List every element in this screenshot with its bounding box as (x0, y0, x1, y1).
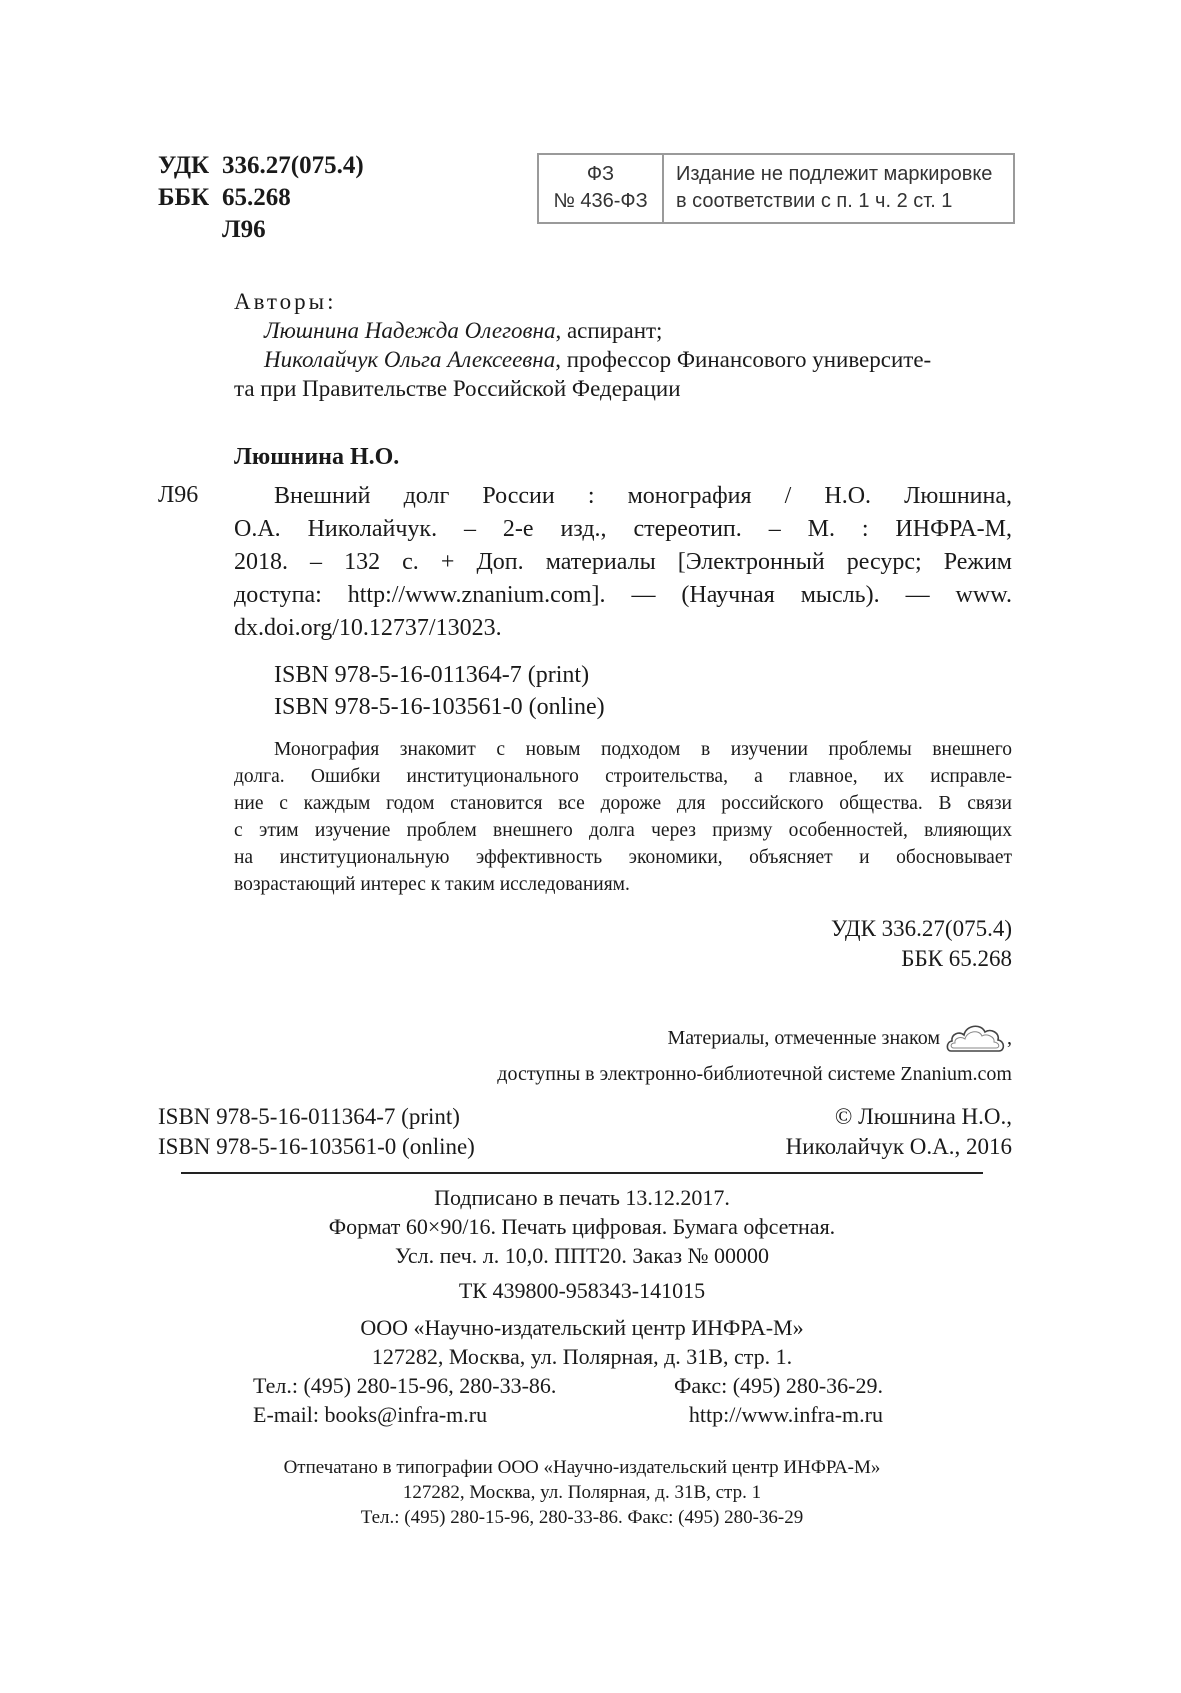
isbn-bottom (158, 1102, 475, 1162)
abstract-line-1: Монография знакомит с новым подходом в изучении проблемы внешнего (274, 739, 1012, 760)
author-2 (234, 345, 931, 374)
imprint-sheets: Усл. печ. л. 10,0. ППТ20. Заказ № 00000 (394, 1243, 769, 1268)
authors-block (234, 287, 931, 403)
desc-line-5: dx.doi.org/10.12737/13023. (234, 615, 502, 641)
publisher-phone: Тел.: (495) 280-15-96, 280-33-86. (253, 1373, 557, 1398)
record-isbn-online: ISBN 978-5-16-103561-0 (online) (274, 694, 605, 720)
bbk-bottom: ББК 65.268 (901, 946, 1012, 971)
classification-codes-bottom (831, 914, 1012, 974)
publisher-address: 127282, Москва, ул. Полярная, д. 31В, стр. 1. (371, 1344, 793, 1369)
bibliographic-description (234, 480, 1012, 645)
bbk-label: ББК (158, 184, 210, 211)
copyright-line-1: © Люшнина Н.О., (834, 1104, 1012, 1129)
printer-line-2: 127282, Москва, ул. Полярная, д. 31В, стр. 1 (402, 1482, 762, 1503)
author-1-name: Люшнина Надежда Олеговна (264, 318, 556, 343)
desc-line-1: Внешний долг России : монография / Н.О. Люшнина, (274, 483, 1012, 509)
imprint (181, 1183, 983, 1305)
imprint-signed: Подписано в печать 13.12.2017. (434, 1185, 730, 1210)
materials-line-2: доступны в электронно-библиотечной системе Znanium.com (497, 1063, 1012, 1085)
record-author-heading: Люшнина Н.О. (234, 444, 400, 470)
record-isbn-print: ISBN 978-5-16-011364-7 (print) (274, 662, 590, 688)
fz-note-cell (664, 155, 992, 222)
author-1-role: , аспирант; (555, 318, 663, 343)
abstract-line-4: с этим изучение проблем внешнего долга через призму особенностей, влияющих (234, 820, 1012, 841)
fz-law-cell (539, 155, 664, 222)
cloud-icon (945, 1020, 1007, 1061)
materials-line-1-text: Материалы, отмеченные знаком (667, 1027, 940, 1049)
divider-line (181, 1172, 983, 1174)
record-isbn-block (274, 659, 605, 723)
materials-line-1-comma: , (1007, 1027, 1012, 1049)
authors-title: Авторы: (234, 289, 337, 314)
desc-line-2: О.А. Николайчук. – 2-е изд., стереотип. – М. : ИНФРА-М, (234, 516, 1012, 542)
materials-notice (497, 1020, 1012, 1087)
abstract (234, 736, 1012, 898)
printer-info (181, 1455, 983, 1530)
author-1 (234, 316, 931, 345)
desc-line-4: доступа: http://www.znanium.com]. — (Научная мысль). — www. (234, 582, 1012, 608)
udk-row (158, 150, 364, 182)
author-2-role: , профессор Финансового университе- (555, 347, 932, 372)
bbk-value: 65.268 (222, 184, 291, 211)
publisher-fax: Факс: (495) 280-36-29. (674, 1373, 883, 1398)
imprint-tk: ТК 439800-958343-141015 (458, 1278, 706, 1303)
fz-note-line1: Издание не подлежит маркировке (676, 163, 993, 185)
abstract-line-5: на институциональную эффективность экономики, объясняет и обосновывает (234, 847, 1012, 868)
publisher-info (181, 1313, 983, 1429)
fz-note-line2: в соответствии с п. 1 ч. 2 ст. 1 (676, 190, 953, 212)
copyright-line-2: Николайчук О.А., 2016 (785, 1134, 1012, 1159)
udk-value: 336.27(075.4) (222, 152, 364, 179)
imprint-format: Формат 60×90/16. Печать цифровая. Бумага офсетная. (328, 1214, 836, 1239)
classification-codes (158, 150, 364, 246)
isbn-bottom-print: ISBN 978-5-16-011364-7 (print) (158, 1104, 460, 1129)
abstract-line-3: ние с каждым годом становится все дороже для российского общества. В связи (234, 793, 1012, 814)
bbk-row (158, 182, 364, 214)
author-code: Л96 (222, 216, 266, 243)
author-2-continuation: та при Правительстве Российской Федерации (234, 376, 681, 401)
abstract-line-2: долга. Ошибки институционального строительства, а главное, их исправле- (234, 766, 1012, 787)
printer-line-3: Тел.: (495) 280-15-96, 280-33-86. Факс: (495) 280-36-29 (360, 1507, 804, 1528)
fz-label: ФЗ (586, 163, 615, 185)
author-2-name: Николайчук Ольга Алексеевна (264, 347, 556, 372)
isbn-bottom-online: ISBN 978-5-16-103561-0 (online) (158, 1134, 475, 1159)
record-code: Л96 (158, 482, 199, 508)
desc-line-3: 2018. – 132 с. + Доп. материалы [Электронный ресурс; Режим (234, 549, 1012, 575)
publisher-phone-row (181, 1371, 983, 1400)
printer-line-1: Отпечатано в типографии ООО «Научно-издательский центр ИНФРА-М» (283, 1457, 881, 1478)
fz-marking-box (537, 153, 1015, 224)
copyright (786, 1102, 1012, 1162)
publisher-web: http://www.infra-m.ru (688, 1402, 883, 1427)
udk-bottom: УДК 336.27(075.4) (830, 916, 1012, 941)
publisher-email: E-mail: books@infra-m.ru (253, 1402, 488, 1427)
materials-line-1 (497, 1020, 1012, 1061)
abstract-line-6: возрастающий интерес к таким исследованиям. (234, 874, 630, 895)
publisher-contact-row (181, 1400, 983, 1429)
fz-number: № 436-ФЗ (553, 190, 648, 212)
udk-label: УДК (158, 152, 210, 179)
publisher-name: ООО «Научно-издательский центр ИНФРА-М» (360, 1315, 804, 1340)
